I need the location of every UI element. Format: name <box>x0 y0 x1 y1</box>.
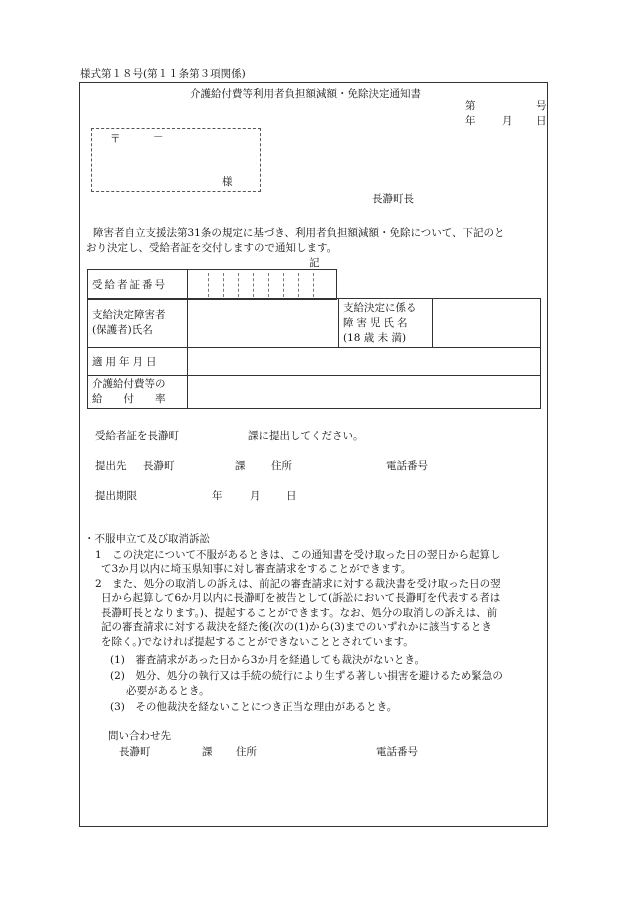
apply-date-field[interactable] <box>188 348 541 376</box>
decision-table <box>87 298 541 409</box>
digit-cell <box>194 273 209 297</box>
appeal-item2-line4: 記の審査請求に対する裁決を経た後(次の(1)から(3)までのいずれかに該当するとき <box>101 621 492 633</box>
digit-cell <box>314 273 329 297</box>
digit-cell <box>224 273 239 297</box>
appeal-sub2-line1: (2) 処分、処分の執行又は手続の続行により生ずる著しい損害を避けるため緊急の <box>110 670 503 682</box>
appeal-item2-line1: 2 また、処分の取消しの訴えは、前記の審査請求に対する裁決書を受け取った日の翌 <box>95 578 501 590</box>
contact-address: 住所 <box>236 746 257 758</box>
submit-to-label: 提出先 <box>95 460 127 472</box>
contact-phone: 電話番号 <box>376 746 418 758</box>
appeal-item2-line3: 長瀞町長となります。)、提起することができます。なお、処分の取消しの訴えは、前 <box>101 607 498 619</box>
contact-heading: 問い合わせ先 <box>108 730 171 742</box>
submit-to-town: 長瀞町 <box>143 460 175 472</box>
appeal-sub3: (3) その他裁決を経ないことにつき正当な理由があるとき。 <box>110 701 398 713</box>
deadline-month: 月 <box>250 490 261 502</box>
intro-line-2: おり決定し、受給者証を交付しますので通知します。 <box>86 242 338 254</box>
submit-instruction-prefix: 受給者証を長瀞町 <box>95 430 179 442</box>
digit-cell <box>299 273 314 297</box>
postal-mark: 〒 <box>110 133 121 145</box>
child-name-field[interactable] <box>433 299 541 348</box>
contact-town: 長瀞町 <box>119 746 151 758</box>
deadline-day: 日 <box>286 490 297 502</box>
appeal-heading: ・不服申立て及び取消訴訟 <box>84 533 210 545</box>
digit-cell <box>254 273 269 297</box>
deadline-label: 提出期限 <box>95 490 137 502</box>
contact-ka: 課 <box>202 746 213 758</box>
recipient-name-field[interactable] <box>188 299 339 348</box>
postal-dash: － <box>153 131 164 143</box>
appeal-item1-line2: て3か月以内に埼玉県知事に対し審査請求をすることができます。 <box>101 563 412 575</box>
child-label-line-3: (18 歳 未 満) <box>343 331 407 344</box>
child-label <box>339 299 433 348</box>
benefit-label <box>88 376 188 409</box>
doc-no-dai: 第 <box>465 100 476 112</box>
cert-number-label: 受給者証番号 <box>88 270 188 300</box>
digit-cell <box>239 273 254 297</box>
recipient-label-line-1: 支給決定障害者 <box>92 309 166 321</box>
cert-number-table <box>87 269 337 300</box>
child-label-line-1: 支給決定に係る <box>343 301 417 314</box>
date-month: 月 <box>502 115 513 127</box>
recipient-label <box>88 299 188 348</box>
recipient-label-line-2: (保護者)氏名 <box>92 324 153 336</box>
submit-to-address: 住所 <box>271 460 292 472</box>
benefit-rate-field[interactable] <box>188 376 541 409</box>
date-day: 日 <box>536 115 547 127</box>
appeal-sub1: (1) 審査請求があった日から3か月を経過しても裁決がないとき。 <box>110 654 426 666</box>
honorific-sama: 様 <box>222 176 233 188</box>
appeal-item1-line1: 1 この決定について不服があるときは、この通知書を受け取った日の翌日から起算し <box>95 549 501 561</box>
form-number: 様式第１８号(第１１条第３項関係) <box>80 68 246 80</box>
date-year: 年 <box>465 115 476 127</box>
appeal-item2-line5: を除く。)でなければ提起することができないこととされています。 <box>101 636 414 648</box>
appeal-sub2-line2: 必要があるとき。 <box>126 685 210 697</box>
child-label-line-2: 障害児氏名 <box>343 316 411 329</box>
digit-cell <box>284 273 299 297</box>
digit-cell <box>209 273 224 297</box>
benefit-label-line-1: 介護給付費等の <box>92 378 166 390</box>
submit-to-ka: 課 <box>235 460 246 472</box>
apply-date-label: 適用年月日 <box>88 348 188 376</box>
ki-heading: 記 <box>309 257 320 269</box>
digit-cell <box>269 273 284 297</box>
doc-no-go: 号 <box>536 100 547 112</box>
cert-number-field[interactable] <box>188 270 337 300</box>
benefit-label-line-2: 給 付 率 <box>92 393 166 405</box>
submit-instruction-suffix: 課に提出してください。 <box>248 430 364 442</box>
document-title: 介護給付費等利用者負担額減額・免除決定通知書 <box>190 88 421 100</box>
deadline-year: 年 <box>212 490 223 502</box>
submit-to-phone: 電話番号 <box>386 460 428 472</box>
appeal-item2-line2: 日から起算して6か月以内に長瀞町を被告として(訴訟において長瀞町を代表する者は <box>101 592 501 604</box>
intro-line-1: 障害者自立支援法第31条の規定に基づき、利用者負担額減額・免除について、下記のと <box>93 227 505 239</box>
sender-name: 長瀞町長 <box>372 193 414 205</box>
notice-frame <box>79 82 548 827</box>
